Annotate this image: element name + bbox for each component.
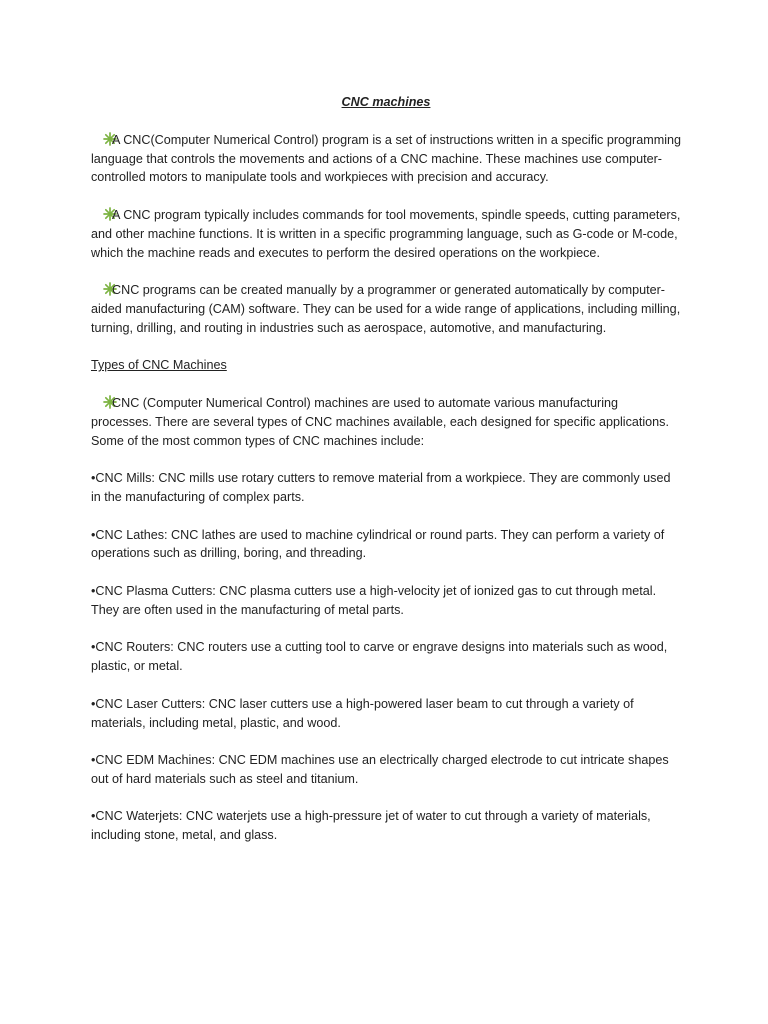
list-item-cnc-waterjets: •CNC Waterjets: CNC waterjets use a high-pressure jet of water to cut through a variety of materials, including stone, metal, and glass. — [91, 809, 651, 843]
sparkle-icon — [97, 282, 111, 296]
paragraph-2 — [91, 206, 681, 262]
list-item-cnc-edm-machines: •CNC EDM Machines: CNC EDM machines use an electrically charged electrode to cut intricate shapes out of hard materials such as steel and titanium. — [91, 753, 669, 786]
paragraph-3 — [91, 281, 681, 337]
section-intro-text: CNC (Computer Numerical Control) machines are used to automate various manufacturing processes. There are several types of CNC machines available, each designed for specific applications. Some of the most common types of CNC machines include: — [91, 395, 669, 448]
paragraph-1-text: A CNC(Computer Numerical Control) program is a set of instructions written in a specific programming language that controls the movements and actions of a CNC machine. These machines use computer-controlled motors to manipulate tools and workpieces with precision and accuracy. — [91, 132, 682, 185]
list-item-cnc-laser-cutters: •CNC Laser Cutters: CNC laser cutters use a high-powered laser beam to cut through a variety of materials, including metal, plastic, and wood. — [91, 696, 634, 730]
document-title: CNC machines — [341, 95, 431, 109]
sparkle-icon — [97, 132, 111, 146]
list-item-cnc-routers: •CNC Routers: CNC routers use a cutting tool to carve or engrave designs into materials such as wood, plastic, or metal. — [91, 640, 668, 674]
section-intro — [91, 394, 681, 450]
paragraph-2-text: A CNC program typically includes commands for tool movements, spindle speeds, cutting parameters, and other machine functions. It is written in a specific programming language, such as G-code or M-code, which the machine reads and executes to perform the desired operations on the workpiece. — [91, 207, 681, 260]
paragraph-1 — [91, 131, 681, 187]
document-page — [91, 93, 681, 864]
list-item-cnc-lathes: •CNC Lathes: CNC lathes are used to machine cylindrical or round parts. They can perform a variety of operations such as drilling, boring, and threading. — [91, 527, 665, 561]
section-heading: Types of CNC Machines — [91, 358, 227, 373]
paragraph-3-text: CNC programs can be created manually by a programmer or generated automatically by computer-aided manufacturing (CAM) software. They can be used for a wide range of applications, including milling, turning, drilling, and routing in industries such as aerospace, automotive, and manufacturing. — [91, 283, 681, 335]
sparkle-icon — [97, 207, 111, 221]
list-item-cnc-mills: •CNC Mills: CNC mills use rotary cutters to remove material from a workpiece. They are commonly used in the manufacturing of complex parts. — [91, 471, 671, 504]
list-item-cnc-plasma-cutters: •CNC Plasma Cutters: CNC plasma cutters use a high-velocity jet of ionized gas to cut through metal. They are often used in the manufacturing of metal parts. — [91, 583, 657, 617]
sparkle-icon — [97, 395, 111, 409]
